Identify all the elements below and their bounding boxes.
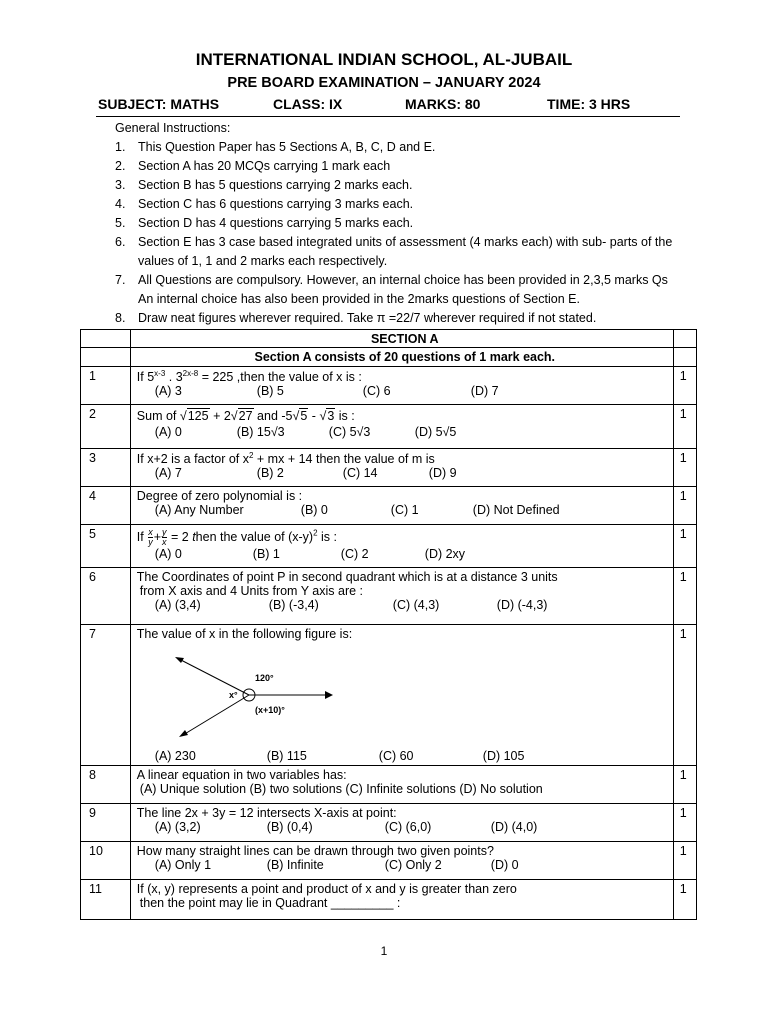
instruction-item: 1. This Question Paper has 5 Sections A, B, C, D and E. (115, 140, 436, 154)
question-number: 7 (81, 625, 131, 766)
question-number: 9 (81, 804, 131, 842)
question-mark: 1 (673, 842, 696, 880)
angle-label-x: x° (228, 690, 238, 700)
question-text: Degree of zero polynomial is : (A) Any Number (B) 0 (C) 1 (D) Not Defined (130, 487, 673, 525)
question-text: A linear equation in two variables has: (A) Unique solution (B) two solutions (C) Infinite solutions (D) No solution (130, 766, 673, 804)
question-number: 5 (81, 525, 131, 568)
options: (A) Only 1 (B) Infinite (C) Only 2 (D) 0 (154, 858, 519, 872)
instructions-heading: General Instructions: (115, 121, 231, 135)
question-number: 8 (81, 766, 131, 804)
options: (A) 7 (B) 2 (C) 14 (D) 9 (154, 466, 457, 481)
school-name: INTERNATIONAL INDIAN SCHOOL, AL-JUBAIL (195, 50, 573, 69)
table-row (81, 525, 697, 568)
question-mark: 1 (673, 525, 696, 568)
class-label: CLASS: IX (273, 96, 343, 112)
table-row (81, 449, 697, 487)
table-row (81, 804, 697, 842)
question-number: 6 (81, 568, 131, 625)
question-mark: 1 (673, 766, 696, 804)
angle-label-top: 120° (254, 673, 274, 683)
page-number: 1 (380, 944, 388, 958)
question-mark: 1 (673, 880, 696, 920)
angle-figure (167, 643, 357, 747)
table-row (81, 367, 697, 405)
options: (A) 0 (B) 15√3 (C) 5√3 (D) 5√5 (154, 425, 457, 439)
question-mark: 1 (673, 625, 696, 766)
question-text: Sum of √125 + 2√27 and -5√5 - √3 is : (A) 0 (B) 15√3 (C) 5√3 (D) 5√5 (130, 405, 673, 449)
table-row (81, 766, 697, 804)
section-subtitle: Section A consists of 20 questions of 1 mark each. (130, 348, 673, 367)
question-number: 11 (81, 880, 131, 920)
instruction-item: 4. Section C has 6 questions carrying 3 marks each. (115, 197, 414, 211)
question-mark: 1 (673, 487, 696, 525)
question-mark: 1 (673, 804, 696, 842)
options: (A) (3,2) (B) (0,4) (C) (6,0) (D) (4,0) (154, 820, 538, 834)
question-number: 3 (81, 449, 131, 487)
fraction: $\frac{y}{x}$ (162, 527, 167, 547)
options: (A) Any Number (B) 0 (C) 1 (D) Not Defined (154, 503, 560, 517)
table-row (81, 880, 697, 920)
fraction: $\frac{x}{y}$ (148, 527, 153, 547)
question-text: If x+2 is a factor of $x^2$ + mx + 14 then the value of m is (A) 7 (B) 2 (C) 14 (D) 9 (130, 449, 673, 487)
blank-cell (81, 348, 131, 367)
table-row (81, 405, 697, 449)
blank-cell (673, 330, 696, 348)
questions-table (80, 329, 697, 920)
question-mark: 1 (673, 405, 696, 449)
table-row (81, 625, 697, 766)
question-text: If 5$^{x-3}$ . $3^{2x-8} = 225$ ,then the value of x is : (A) 3 (B) 5 (C) 6 (D) 7 (130, 367, 673, 405)
table-row (81, 487, 697, 525)
question-text: The Coordinates of point P in second quadrant which is at a distance 3 units from X axis and 4 Units from Y axis are : (A) (3,4) (B) (-3,4) (C) (4,3) (D) (-4,3) (130, 568, 673, 625)
question-number: 1 (81, 367, 131, 405)
question-text: If $\frac{x}{y}$ + $\frac{y}{x}$ = 2 then the value of $(x-y)^2$ is : (A) 0 (B) 1 (C) 2 (D) 2xy (130, 525, 673, 568)
question-number: 4 (81, 487, 131, 525)
header-divider (96, 116, 680, 117)
instruction-item: 2. Section A has 20 MCQs carrying 1 mark each (115, 159, 391, 173)
table-row (81, 568, 697, 625)
blank-cell (81, 330, 131, 348)
options: (A) 0 (B) 1 (C) 2 (D) 2xy (154, 547, 466, 561)
instruction-item: 6. Section E has 3 case based integrated units of assessment (4 marks each) with sub- parts of the values of 1, 1 and 2 marks each respectively. (115, 235, 673, 268)
options: (A) 230 (B) 115 (C) 60 (D) 105 (154, 749, 525, 763)
exam-title: PRE BOARD EXAMINATION – JANUARY 2024 (227, 75, 541, 91)
blank-cell (673, 348, 696, 367)
question-text: If (x, y) represents a point and product of x and y is greater than zero then the point may lie in Quadrant _________ : (130, 880, 673, 920)
question-number: 10 (81, 842, 131, 880)
instruction-item: 5. Section D has 4 questions carrying 5 marks each. (115, 216, 414, 230)
instruction-item: 3. Section B has 5 questions carrying 2 marks each. (115, 178, 413, 192)
angle-label-bottom: (x+10)° (254, 705, 285, 715)
table-row (81, 842, 697, 880)
question-mark: 1 (673, 449, 696, 487)
question-text: The value of x in the following figure is: 120° x° (x+10)° (A) 230 (B) 115 (C) 60 (D) 105 (130, 625, 673, 766)
instruction-item: 7. All Questions are compulsory. However, an internal choice has been provided in 2,3,5 marks Qs An internal choice has also been provided in the 2marks questions of Section E. (115, 273, 668, 306)
question-text: How many straight lines can be drawn through two given points? (A) Only 1 (B) Infinite (C) Only 2 (D) 0 (130, 842, 673, 880)
question-mark: 1 (673, 367, 696, 405)
marks-label: MARKS: 80 (405, 96, 481, 112)
question-mark: 1 (673, 568, 696, 625)
instruction-item: 8. Draw neat figures wherever required. Take π =22/7 wherever required if not stated. (115, 311, 597, 325)
section-title: SECTION A (130, 330, 673, 348)
options: (A) (3,4) (B) (-3,4) (C) (4,3) (D) (-4,3) (154, 598, 548, 612)
time-label: TIME: 3 HRS (547, 96, 631, 112)
question-number: 2 (81, 405, 131, 449)
options: (A) 3 (B) 5 (C) 6 (D) 7 (154, 384, 499, 399)
subject-label: SUBJECT: MATHS (98, 96, 220, 112)
question-text: The line 2x + 3y = 12 intersects X-axis at point: (A) (3,2) (B) (0,4) (C) (6,0) (D) (4,0) (130, 804, 673, 842)
